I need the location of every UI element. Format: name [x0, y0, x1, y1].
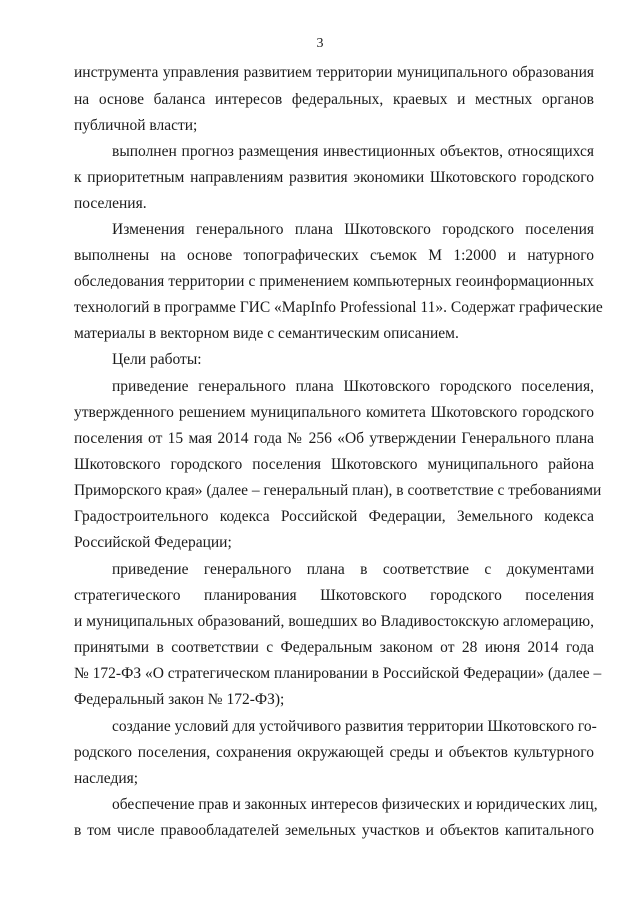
text-line: инструмента управления развитием территории муниципального образования	[74, 64, 594, 81]
text-line: Цели работы:	[112, 351, 202, 368]
text-line: принятыми в соответствии с Федеральным законом от 28 июня 2014 года	[74, 639, 594, 656]
text-line: обследования территории с применением компьютерных геоинформационных	[74, 273, 594, 290]
text-line: Приморского края» (далее – генеральный план), в соответствие с требованиями	[74, 482, 602, 499]
page-number: 3	[316, 36, 324, 51]
text-line: поселения от 15 мая 2014 года № 256 «Об утверждении Генерального плана	[74, 430, 594, 447]
text-line: родского поселения, сохранения окружающей среды и объектов культурного	[74, 744, 594, 761]
text-line: приведение генерального плана в соответствие с документами	[112, 561, 594, 578]
text-line: наследия;	[74, 770, 139, 787]
text-line: стратегического планирования Шкотовского городского поселения	[74, 587, 594, 604]
text-line: на основе баланса интересов федеральных, краевых и местных органов	[74, 91, 594, 108]
text-line: технологий в программе ГИС «MapInfo Professional 11». Содержат графические	[74, 299, 603, 316]
text-line: Российской Федерации;	[74, 534, 232, 551]
text-line: Федеральный закон № 172-ФЗ);	[74, 691, 285, 708]
text-line: выполнены на основе топографических съемок М 1:2000 и натурного	[74, 247, 594, 264]
text-line: обеспечение прав и законных интересов физических и юридических лиц,	[112, 796, 598, 813]
text-line: в том числе правообладателей земельных участков и объектов капитального	[74, 822, 594, 839]
text-line: утвержденного решением муниципального комитета Шкотовского городского	[74, 404, 594, 421]
text-line: выполнен прогноз размещения инвестиционных объектов, относящихся	[112, 143, 594, 160]
text-line: поселения.	[74, 195, 147, 212]
text-line: Шкотовского городского поселения Шкотовского муниципального района	[74, 456, 594, 473]
text-line: и муниципальных образований, вошедших во Владивостокскую агломерацию,	[74, 613, 594, 630]
text-line: создание условий для устойчивого развития территории Шкотовского го-	[112, 718, 597, 735]
text-line: материалы в векторном виде с семантическим описанием.	[74, 325, 459, 342]
text-line: приведение генерального плана Шкотовского городского поселения,	[112, 378, 594, 395]
text-line: Изменения генерального плана Шкотовского городского поселения	[112, 221, 594, 238]
text-line: № 172-ФЗ «О стратегическом планировании в Российской Федерации» (далее –	[74, 665, 602, 682]
text-line: публичной власти;	[74, 117, 198, 134]
text-line: Градостроительного кодекса Российской Федерации, Земельного кодекса	[74, 508, 594, 525]
text-line: к приоритетным направлениям развития экономики Шкотовского городского	[74, 169, 594, 186]
